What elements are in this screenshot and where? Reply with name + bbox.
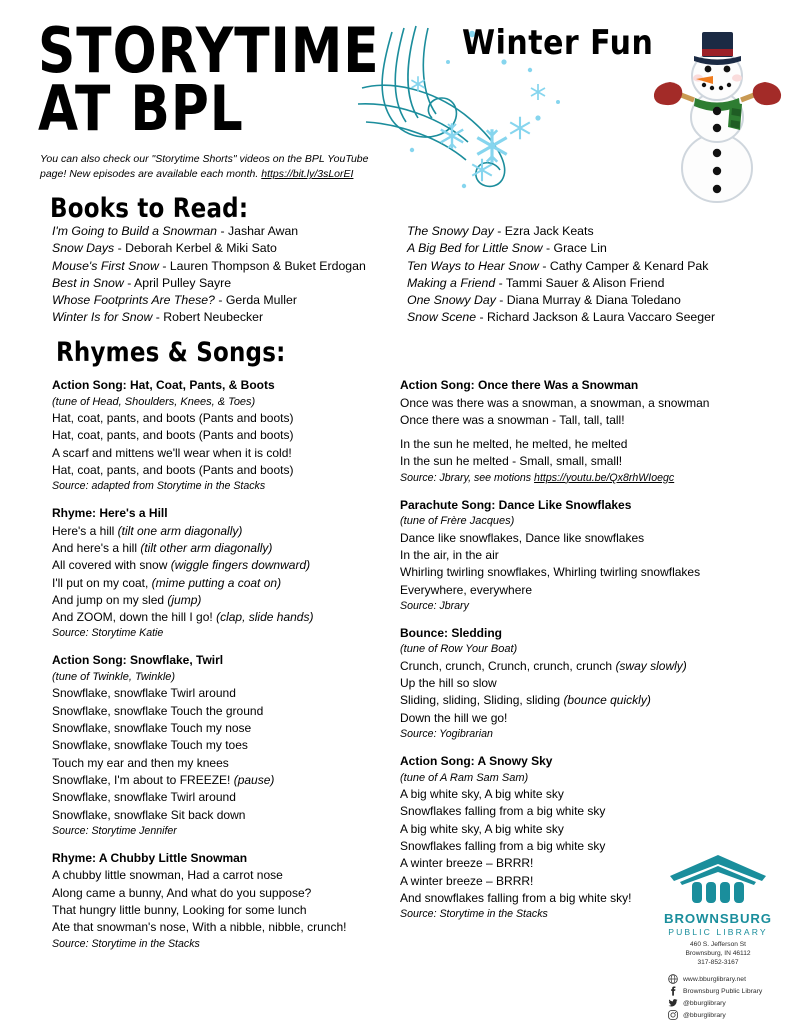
song-source-link[interactable]: https://youtu.be/Qx8rhWIoegc — [534, 471, 675, 484]
song-source-text: Source: Storytime Katie — [52, 627, 164, 640]
book-author: - April Pulley Sayre — [123, 275, 232, 290]
song-title: Action Song: Once there Was a Snowman — [400, 378, 639, 392]
book-list-item — [52, 258, 407, 275]
song-lyric-line: All covered with snow (wiggle fingers downward) — [52, 558, 311, 573]
book-title: Ten Ways to Hear Snow — [407, 258, 539, 273]
song-block — [400, 625, 748, 742]
song-title: Action Song: Hat, Coat, Pants, & Boots — [52, 378, 275, 392]
book-list-item — [52, 309, 407, 326]
book-author: - Richard Jackson & Laura Vaccaro Seeger — [476, 310, 716, 325]
library-phone: 317-852-3167 — [697, 959, 739, 966]
song-block — [52, 652, 400, 838]
book-list-item — [407, 292, 762, 309]
song-lyric-line: Whirling twirling snowflakes, Whirling twirling snowflakes — [400, 565, 701, 580]
song-lyric-line: Down the hill we go! — [400, 710, 508, 725]
song-lyric-line: A scarf and mittens we'll wear when it is cold! — [52, 445, 292, 460]
facebook-icon — [668, 986, 678, 996]
song-lyric-line: I'll put on my coat, (mime putting a coat on) — [52, 575, 282, 590]
song-lyric-line: Hat, coat, pants, and boots (Pants and boots) — [52, 411, 294, 425]
book-title: Winter Is for Snow — [52, 310, 153, 325]
song-source — [52, 479, 400, 494]
book-title: Snow Scene — [407, 310, 477, 325]
song-lyric-line: Here's a hill (tilt one arm diagonally) — [52, 523, 243, 538]
song-title: Action Song: A Snowy Sky — [400, 754, 553, 769]
song-lyric-line: And here's a hill (tilt other arm diagonally) — [52, 540, 273, 555]
subtitle-note — [40, 152, 380, 182]
song-source-text: Source: Storytime in the Stacks — [400, 908, 548, 921]
address-line-2: Brownsburg, IN 46112 — [685, 950, 751, 957]
song-lyric-line: A winter breeze – BRRR! — [400, 873, 534, 888]
books-column-right — [407, 223, 762, 327]
book-title: Mouse's First Snow — [52, 258, 159, 273]
song-block — [52, 505, 400, 641]
song-block — [52, 850, 400, 952]
song-source — [400, 471, 748, 486]
social-link-row[interactable] — [668, 973, 788, 985]
song-lyric-line: In the sun he melted - Small, small, small! — [400, 454, 623, 469]
song-title: Rhyme: Here's a Hill — [52, 506, 168, 521]
song-block — [400, 497, 748, 614]
song-source-text: Source: Jbrary, see motions — [400, 471, 535, 484]
song-lyric-line: Sliding, sliding, Sliding, sliding (bounce quickly) — [400, 693, 651, 708]
song-lyric-line: Crunch, crunch, Crunch, crunch, crunch (sway slowly) — [400, 658, 687, 673]
song-tune: (tune of Frère Jacques) — [400, 515, 515, 528]
theme-title: Winter Fun — [462, 24, 654, 64]
song-lyric-line: Along came a bunny, And what do you suppose? — [52, 885, 312, 900]
book-author: - Robert Neubecker — [152, 310, 264, 325]
books-to-read-section — [0, 223, 791, 327]
social-link-row[interactable] — [668, 997, 788, 1009]
rhymes-column-left — [52, 377, 400, 963]
title-line-2: AT BPL — [38, 72, 244, 146]
social-link-label: Brownsburg Public Library — [683, 987, 763, 995]
song-lyric-line: A winter breeze – BRRR! — [400, 856, 534, 871]
social-link-row[interactable] — [668, 1009, 788, 1021]
song-lyric-line: Snowflakes falling from a big white sky — [400, 838, 606, 853]
song-tune: (tune of Row Your Boat) — [400, 643, 518, 656]
song-source-text: Source: Yogibrarian — [400, 728, 493, 741]
social-link-row[interactable] — [668, 985, 788, 997]
song-source-text: Source: Jbrary — [400, 599, 469, 612]
youtube-shorts-link[interactable]: https://bit.ly/3sLorEI — [261, 168, 354, 181]
song-lyric-line: And snowflakes falling from a big white sky! — [400, 890, 632, 905]
song-source — [52, 937, 400, 952]
song-lyric-line: In the sun he melted, he melted, he melted — [400, 437, 628, 452]
song-lyric-line: Snowflake, snowflake Sit back down — [52, 807, 246, 822]
book-author: - Tammi Sauer & Alison Friend — [495, 275, 665, 290]
title-line-1: STORYTIME — [38, 13, 380, 87]
social-links-list — [648, 973, 788, 1021]
song-lyric-line: Dance like snowflakes, Dance like snowflakes — [400, 530, 645, 545]
song-title: Action Song: Snowflake, Twirl — [52, 653, 224, 668]
social-link-label: @bburglibrary — [683, 999, 726, 1007]
song-lyric-line: Once was there was a snowman, a snowman, a snowman — [400, 395, 710, 410]
song-source-text: Source: Storytime in the Stacks — [52, 937, 200, 950]
books-column-left — [52, 223, 407, 327]
page-title — [38, 13, 380, 146]
song-lyric-line: And jump on my sled (jump) — [52, 592, 202, 607]
song-lyric-line: Hat, coat, pants, and boots (Pants and boots) — [52, 462, 294, 477]
song-lyric-line: In the air, in the air — [400, 547, 499, 562]
instagram-icon — [668, 1010, 678, 1020]
book-list-item — [52, 240, 407, 257]
song-tune: (tune of Head, Shoulders, Knees, & Toes) — [52, 395, 256, 408]
song-title: Bounce: Sledding — [400, 625, 502, 640]
book-title: I'm Going to Build a Snowman — [52, 224, 218, 238]
book-list-item — [407, 309, 762, 326]
book-list-item — [407, 258, 762, 275]
library-logo-block — [648, 852, 788, 1021]
twitter-icon — [668, 998, 678, 1008]
address-line-1: 460 S. Jefferson St — [690, 941, 746, 948]
song-source-text: Source: Storytime Jennifer — [52, 824, 177, 837]
book-author: - Ezra Jack Keats — [493, 224, 594, 238]
book-author: - Cathy Camper & Kenard Pak — [538, 258, 709, 273]
book-list-item — [407, 223, 762, 240]
song-lyric-line: That hungry little bunny, Looking for some lunch — [52, 902, 307, 917]
stanza-break — [400, 429, 748, 436]
song-lyric-line: Ate that snowman's nose, With a nibble, nibble, crunch! — [52, 920, 347, 935]
social-link-label: @bburglibrary — [683, 1011, 726, 1019]
song-tune: (tune of Twinkle, Twinkle) — [52, 670, 176, 683]
book-title: One Snowy Day — [407, 293, 496, 308]
book-title: Making a Friend — [407, 275, 496, 290]
song-lyric-line: A chubby little snowman, Had a carrot nose — [52, 868, 283, 883]
song-lyric-line: Snowflake, I'm about to FREEZE! (pause) — [52, 772, 275, 787]
song-lyric-line: Touch my ear and then my knees — [52, 755, 229, 770]
song-block — [52, 377, 400, 494]
globe-icon — [668, 974, 678, 984]
song-title: Parachute Song: Dance Like Snowflakes — [400, 497, 632, 512]
book-title: Whose Footprints Are These? — [52, 293, 215, 308]
subtitle-text: You can also check our "Storytime Shorts" videos on the BPL YouTube page! New episodes are available each month. — [40, 153, 369, 181]
song-lyric-line: Hat, coat, pants, and boots (Pants and boots) — [52, 428, 294, 443]
song-block — [400, 377, 748, 486]
song-lyric-line: A big white sky, A big white sky — [400, 787, 564, 802]
book-author: - Deborah Kerbel & Miki Sato — [114, 241, 277, 256]
song-lyric-line: Once there was a snowman - Tall, tall, tall! — [400, 412, 625, 427]
book-list-item — [52, 292, 407, 309]
book-title: Snow Days — [52, 241, 115, 256]
book-author: - Gerda Muller — [214, 293, 297, 308]
song-tune: (tune of A Ram Sam Sam) — [400, 771, 529, 784]
song-source — [400, 599, 748, 614]
book-author: - Grace Lin — [542, 241, 607, 256]
song-lyric-line: Up the hill so slow — [400, 676, 497, 691]
song-source-text: Source: adapted from Storytime in the Stacks — [52, 480, 266, 493]
book-list-item — [407, 275, 762, 292]
library-building-icon — [648, 852, 788, 904]
book-author: - Diana Murray & Diana Toledano — [495, 293, 681, 308]
book-list-item — [52, 223, 407, 240]
song-lyric-line: Snowflake, snowflake Twirl around — [52, 686, 236, 701]
library-subtitle: PUBLIC LIBRARY — [668, 927, 768, 937]
book-title: Best in Snow — [52, 275, 124, 290]
song-lyric-line: Snowflakes falling from a big white sky — [400, 804, 606, 819]
song-lyric-line: Snowflake, snowflake Touch my toes — [52, 738, 248, 753]
page-header — [0, 0, 791, 195]
song-lyric-line: Snowflake, snowflake Twirl around — [52, 790, 236, 805]
song-source — [400, 727, 748, 742]
books-to-read-heading: Books to Read: — [50, 194, 249, 224]
snowman-icon — [650, 16, 785, 208]
song-title: Rhyme: A Chubby Little Snowman — [52, 850, 248, 865]
song-source — [52, 824, 400, 839]
social-link-label: www.bburglibrary.net — [683, 975, 746, 983]
book-title: A Big Bed for Little Snow — [407, 241, 543, 256]
book-title: The Snowy Day — [407, 224, 494, 238]
book-author: - Jashar Awan — [217, 224, 299, 238]
song-lyric-line: And ZOOM, down the hill I go! (clap, slide hands) — [52, 610, 314, 625]
library-name: BROWNSBURG — [664, 911, 772, 926]
song-lyric-line: Snowflake, snowflake Touch my nose — [52, 721, 252, 736]
song-lyric-line: Snowflake, snowflake Touch the ground — [52, 703, 264, 718]
book-list-item — [407, 240, 762, 257]
book-author: - Lauren Thompson & Buket Erdogan — [158, 258, 366, 273]
song-lyric-line: Everywhere, everywhere — [400, 582, 533, 597]
song-source — [52, 626, 400, 641]
library-address — [648, 940, 788, 967]
rhymes-and-songs-heading: Rhymes & Songs: — [56, 338, 286, 368]
song-lyric-line: A big white sky, A big white sky — [400, 821, 564, 836]
book-list-item — [52, 275, 407, 292]
